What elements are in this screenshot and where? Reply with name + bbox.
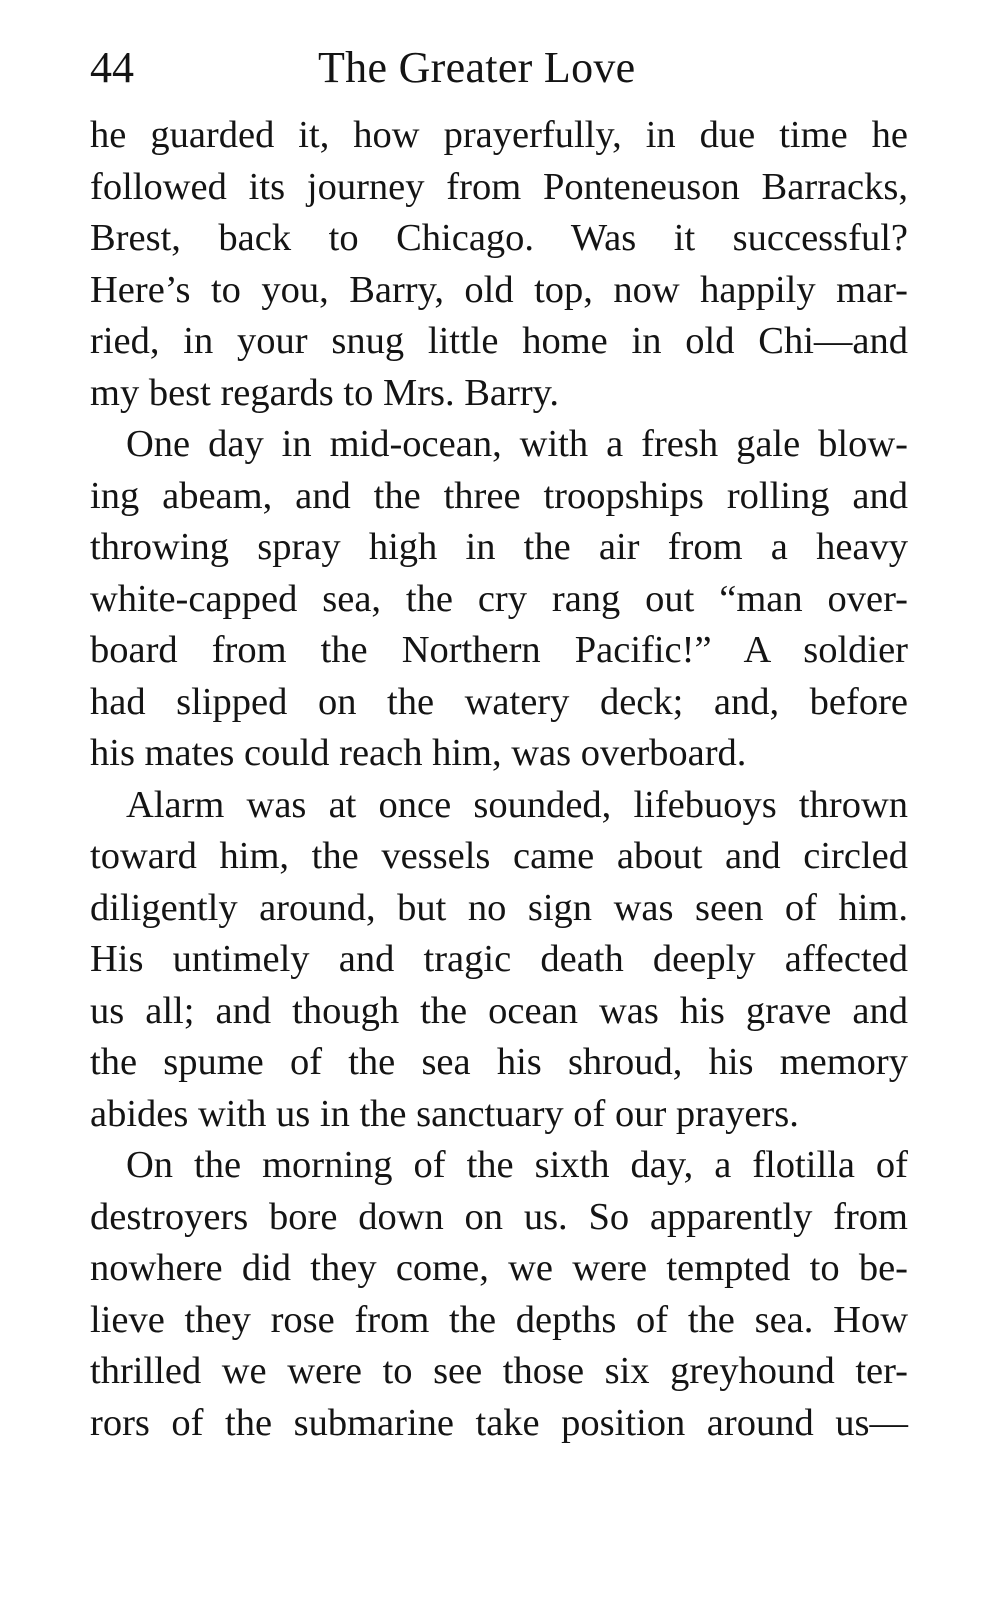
text-line: the spume of the sea his shroud, his memory: [90, 1041, 908, 1083]
text-line: His untimely and tragic death deeply affected: [90, 938, 908, 980]
text-line: destroyers bore down on us. So apparently from: [90, 1195, 908, 1238]
running-head: [90, 38, 910, 98]
text-line: he guarded it, how prayerfully, in due time he: [90, 114, 908, 156]
text-line: Here’s to you, Barry, old top, now happily mar-: [90, 268, 908, 311]
paragraph-2: [90, 419, 908, 780]
text-line: On the morning of the sixth day, a flotilla of: [126, 1144, 908, 1186]
page-number: 44: [90, 43, 134, 92]
text-line: throwing spray high in the air from a heavy: [90, 526, 908, 568]
text-line: thrilled we were to see those six greyhound ter-: [90, 1350, 908, 1392]
text-line: my best regards to Mrs. Barry.: [90, 371, 560, 414]
text-line: One day in mid-ocean, with a fresh gale blow-: [126, 423, 908, 465]
running-title: The Greater Love: [318, 43, 636, 92]
text-line: rors of the submarine take position around us—: [90, 1401, 908, 1444]
text-line: followed its journey from Ponteneuson Barracks,: [90, 165, 908, 208]
paragraph-4: [90, 1140, 908, 1449]
paragraph-1: [90, 110, 908, 419]
text-line: Brest, back to Chicago. Was it successful?: [90, 217, 908, 259]
text-line: toward him, the vessels came about and circled: [90, 835, 908, 877]
body-text: [90, 110, 908, 1449]
text-line: ried, in your snug little home in old Chi—and: [90, 320, 908, 362]
text-line: nowhere did they come, we were tempted to be-: [90, 1247, 908, 1289]
text-line: board from the Northern Pacific!” A soldier: [90, 629, 908, 671]
text-line: had slipped on the watery deck; and, before: [90, 680, 908, 723]
text-line: white-capped sea, the cry rang out “man over-: [90, 577, 908, 620]
text-line: abides with us in the sanctuary of our prayers.: [90, 1092, 799, 1135]
text-line: us all; and though the ocean was his grave and: [90, 989, 908, 1032]
text-line: diligently around, but no sign was seen of him.: [90, 886, 908, 929]
text-line: lieve they rose from the depths of the sea. How: [90, 1298, 908, 1341]
text-line: Alarm was at once sounded, lifebuoys thrown: [126, 783, 908, 826]
text-line: his mates could reach him, was overboard.: [90, 732, 747, 774]
paragraph-3: [90, 780, 908, 1141]
text-line: ing abeam, and the three troopships rolling and: [90, 474, 908, 517]
